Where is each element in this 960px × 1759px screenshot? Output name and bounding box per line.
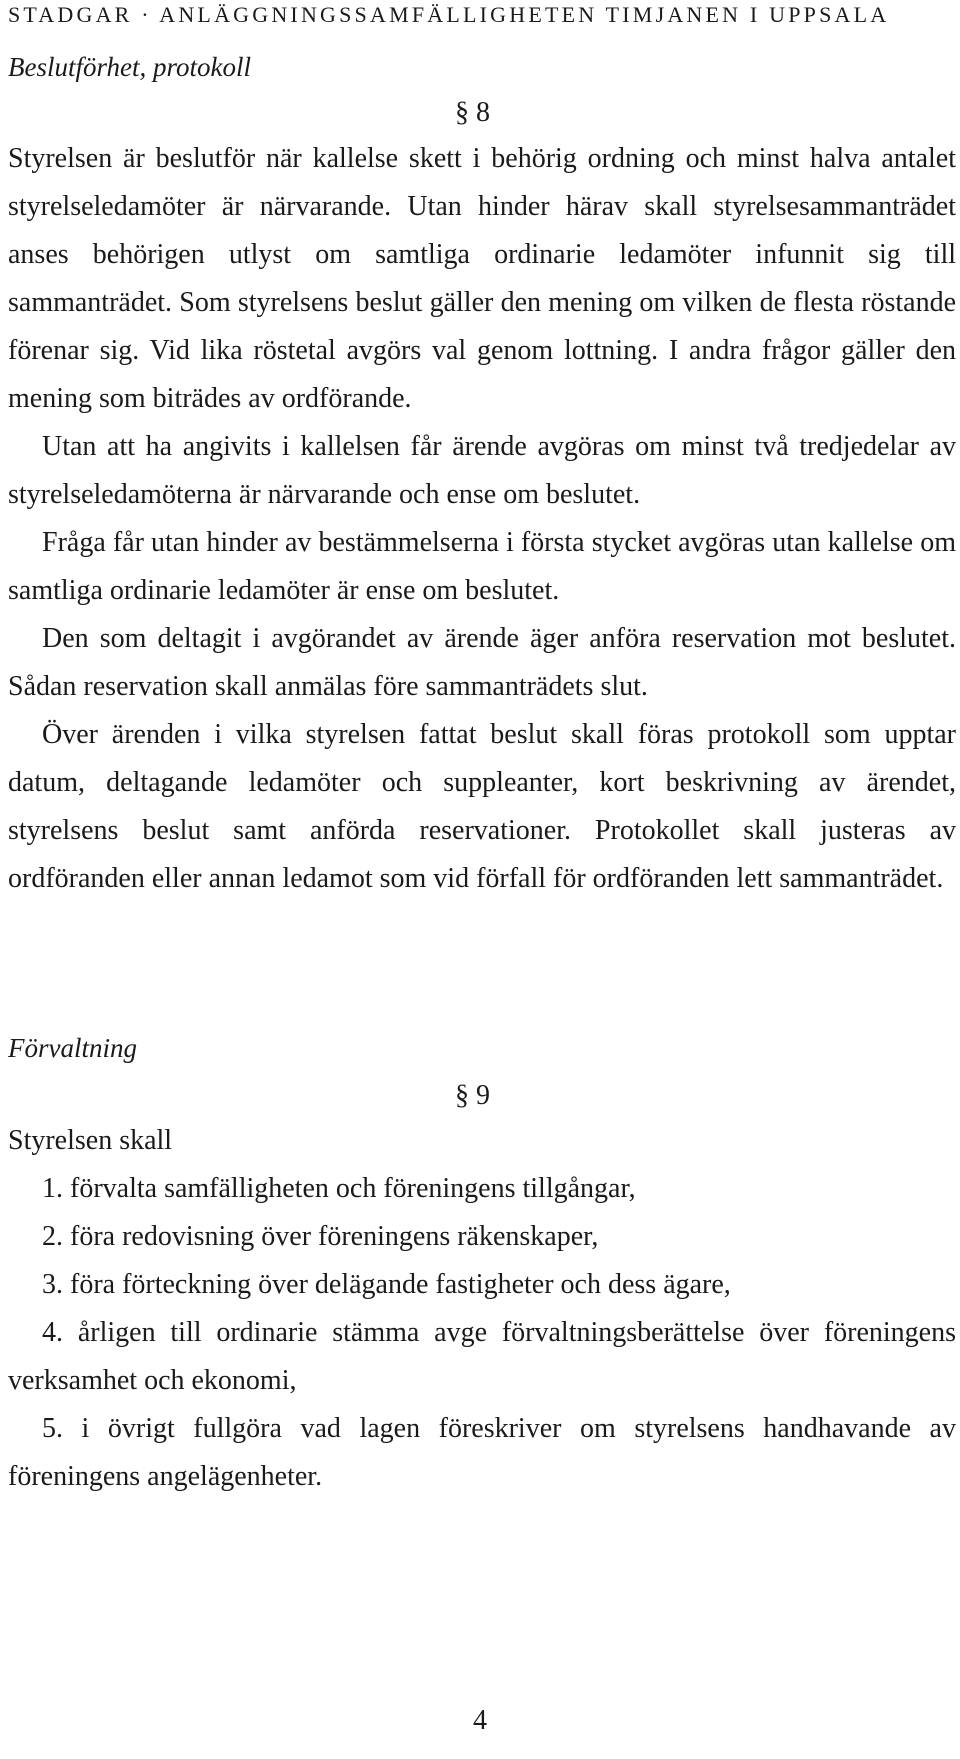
section-9-intro [8, 1117, 956, 1165]
list-item: 2. föra redovisning över föreningens räkenskaper, [42, 1221, 599, 1252]
paragraph-number-8: § 8 [455, 97, 490, 128]
list-item: 4. årligen till ordinarie stämma avge förvaltningsberättelse över föreningens verksamhet och ekonomi, [8, 1317, 956, 1396]
paragraph: Över ärenden i vilka styrelsen fattat beslut skall föras protokoll som upptar datum, deltagande ledamöter och suppleanter, kort beskrivning av ärendet, styrelsens beslut samt anförda reservationer. Protokollet skall justeras av ordföranden eller annan ledamot som vid förfall för ordföranden lett sammanträdet. [8, 719, 956, 894]
list-item: 5. i övrigt fullgöra vad lagen föreskriver om styrelsens handhavande av föreningens angelägenheter. [8, 1413, 956, 1492]
paragraph-number-9: § 9 [455, 1080, 490, 1111]
section-heading-forvaltning: Förvaltning [8, 1033, 137, 1063]
paragraph: Utan att ha angivits i kallelsen får ärende avgöras om minst två tredjedelar av styrelseledamöterna är närvarande och ense om beslutet. [8, 431, 956, 510]
running-head: STADGAR · ANLÄGGNINGSSAMFÄLLIGHETEN TIMJANEN I UPPSALA [8, 2, 890, 27]
section-8-body [8, 135, 956, 903]
section-heading-beslutforhet: Beslutförhet, protokoll [8, 52, 251, 82]
list-item: 1. förvalta samfälligheten och föreningens tillgångar, [42, 1173, 636, 1204]
page-number: 4 [473, 1705, 487, 1736]
paragraph: Styrelsen är beslutför när kallelse skett i behörig ordning och minst halva antalet styrelseledamöter är närvarande. Utan hinder härav skall styrelsesammanträdet anses behörigen utlyst om samtliga ordinarie ledamöter infunnit sig till sammanträdet. Som styrelsens beslut gäller den mening om vilken de flesta röstande förenar sig. Vid lika röstetal avgörs val genom lottning. I andra frågor gäller den mening som biträdes av ordförande. [8, 143, 956, 414]
paragraph: Fråga får utan hinder av bestämmelserna i första stycket avgöras utan kallelse om samtliga ordinarie ledamöter är ense om beslutet. [8, 527, 956, 606]
list-intro: Styrelsen skall [8, 1125, 173, 1156]
list-item: 3. föra förteckning över delägande fastigheter och dess ägare, [42, 1269, 731, 1300]
paragraph: Den som deltagit i avgörandet av ärende äger anföra reservation mot beslutet. Sådan reservation skall anmälas före sammanträdets slut. [8, 623, 956, 702]
duties-list [8, 1165, 956, 1501]
